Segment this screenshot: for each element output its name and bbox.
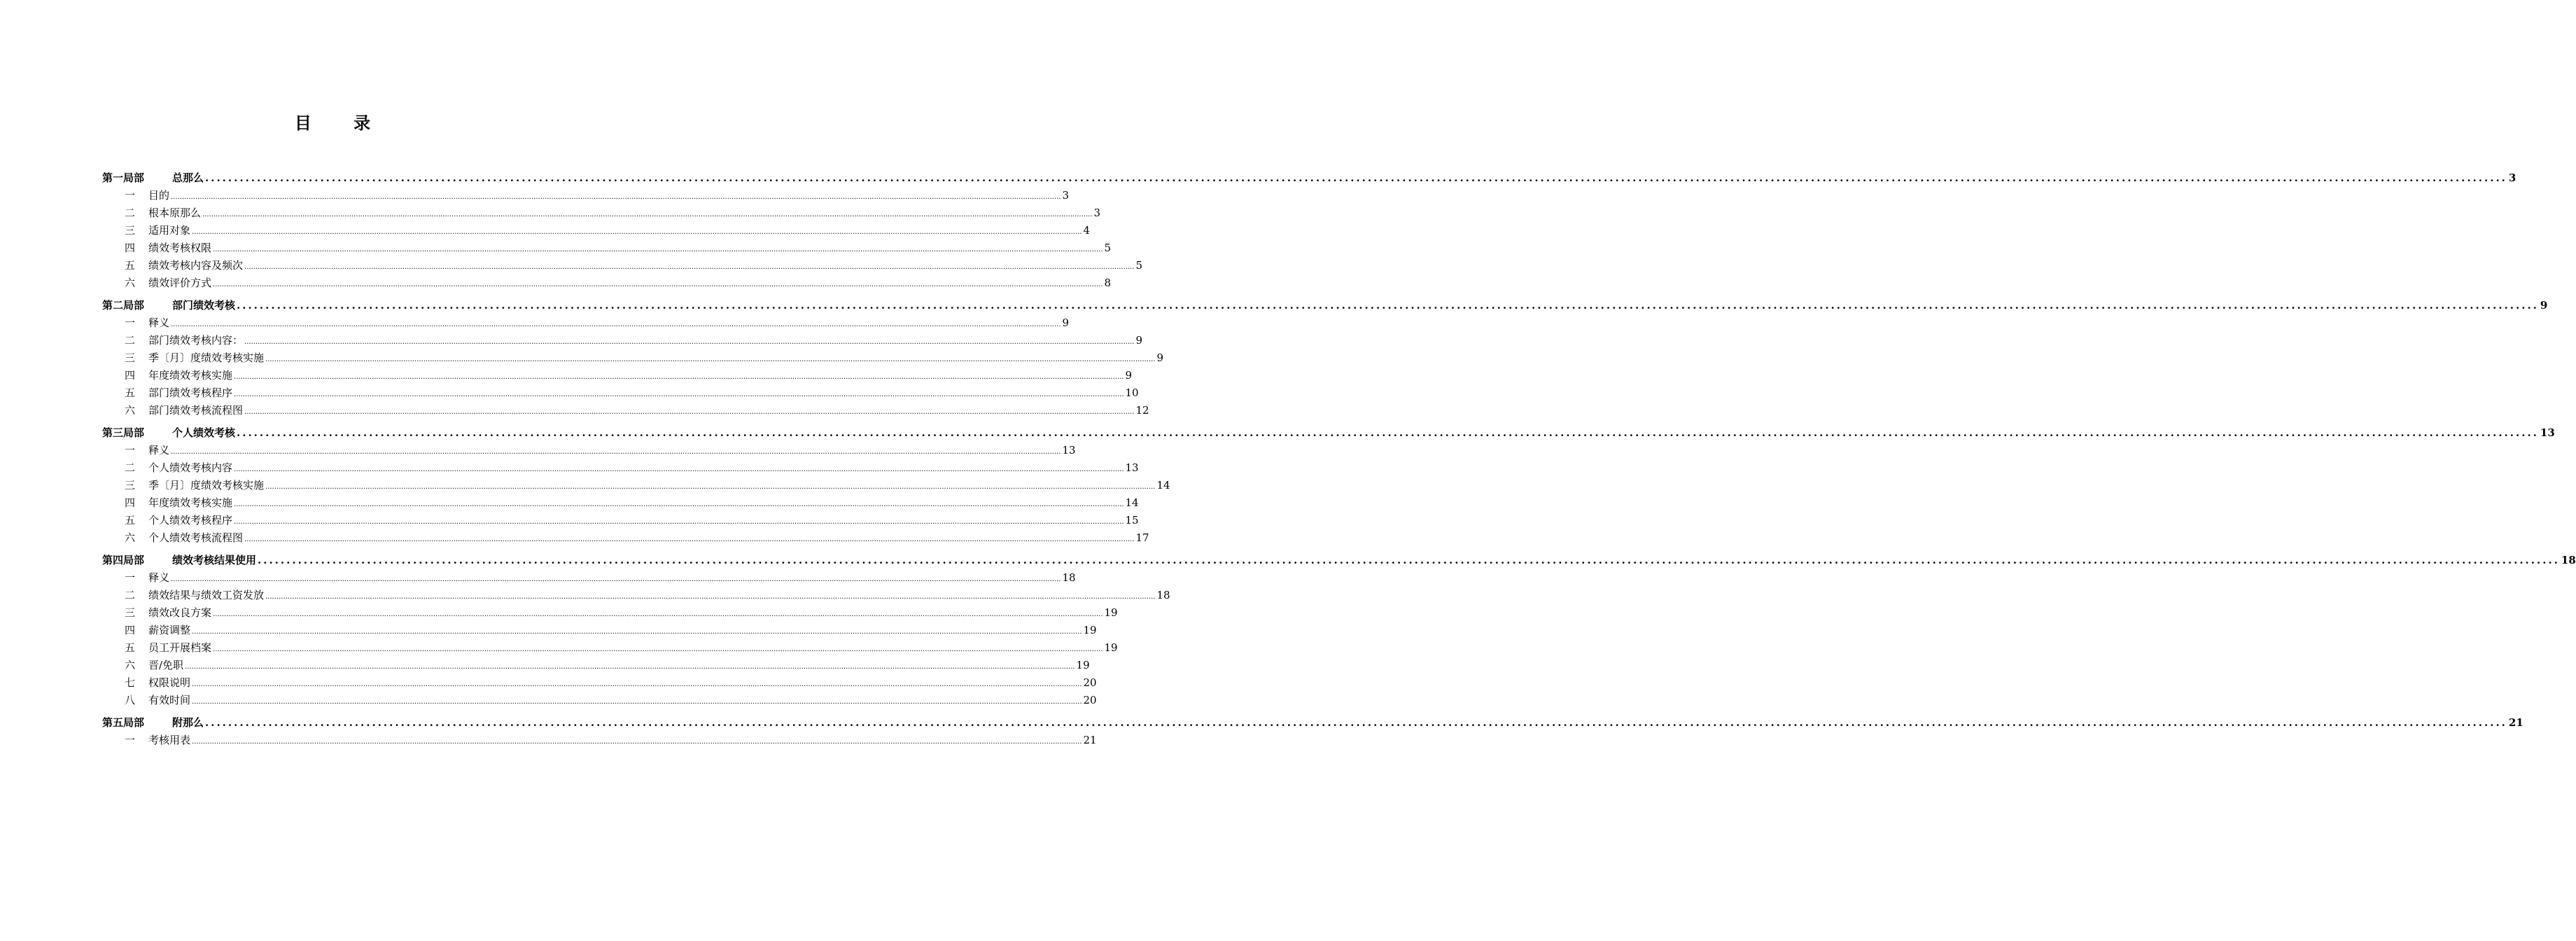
item-number: 三 <box>125 479 136 492</box>
item-title: 释义 <box>148 571 170 584</box>
page-number: 3 <box>1062 189 1070 202</box>
page-number: 20 <box>1083 676 1097 689</box>
dot-leader: ................................................................................................................................................................................................................................................................................................................................................................................................................ <box>171 576 1061 583</box>
item-title: 晋/免职 <box>148 659 184 671</box>
item-title: 年度绩效考核实施 <box>148 496 233 509</box>
item-number: 二 <box>125 589 136 601</box>
dot-leader: ................................................................................................................................................................................................................................................................................................................................................................................................................ <box>234 501 1124 508</box>
item-title: 绩效改良方案 <box>148 606 212 619</box>
item-number: 一 <box>125 444 136 456</box>
part-title: 部门绩效考核 <box>172 299 236 312</box>
toc-item-entry[interactable] <box>102 403 1149 420</box>
dot-leader: ................................................................................................................................................................................................................................................................................................................................................................................................................ <box>237 299 2539 312</box>
dot-leader: ................................................................................................................................................................................................................................................................................................................................................................................................................ <box>192 628 1082 636</box>
page-number: 13 <box>2540 426 2555 439</box>
page-number: 3 <box>1093 207 1101 219</box>
dot-leader: ................................................................................................................................................................................................................................................................................................................................................................................................................ <box>265 356 1156 363</box>
item-number: 四 <box>125 624 136 636</box>
toc-item-entry[interactable] <box>102 385 1139 403</box>
toc-part-entry[interactable] <box>102 425 2555 442</box>
dot-leader: ................................................................................................................................................................................................................................................................................................................................................................................................................ <box>202 211 1093 218</box>
item-number: 五 <box>125 259 136 272</box>
item-title: 部门绩效考核内容： <box>148 334 244 347</box>
item-number: 五 <box>125 514 136 527</box>
toc-item-entry[interactable] <box>102 460 1139 478</box>
toc-item-entry[interactable] <box>102 442 1076 460</box>
dot-leader: ................................................................................................................................................................................................................................................................................................................................................................................................................ <box>244 338 1135 346</box>
item-title: 适用对象 <box>148 224 191 237</box>
toc-item-entry[interactable] <box>102 275 1112 293</box>
page-number: 9 <box>2540 299 2548 312</box>
item-title: 绩效评价方式 <box>148 277 212 289</box>
page-number: 15 <box>1125 514 1139 527</box>
item-number: 二 <box>125 207 136 219</box>
toc-item-entry[interactable] <box>102 675 1097 692</box>
item-number: 三 <box>125 224 136 237</box>
dot-leader: ................................................................................................................................................................................................................................................................................................................................................................................................................ <box>213 646 1103 653</box>
dot-leader: ................................................................................................................................................................................................................................................................................................................................................................................................................ <box>171 448 1061 456</box>
item-number: 一 <box>125 316 136 329</box>
page-number: 19 <box>1104 606 1118 619</box>
item-title: 考核用表 <box>148 734 191 746</box>
item-title: 权限说明 <box>148 676 191 689</box>
part-number: 第二局部 <box>102 299 145 312</box>
dot-leader: ................................................................................................................................................................................................................................................................................................................................................................................................................ <box>244 408 1135 416</box>
page-number: 3 <box>2508 172 2516 184</box>
item-number: 八 <box>125 694 136 706</box>
part-title: 个人绩效考核 <box>172 426 236 439</box>
part-number: 第五局部 <box>102 716 145 729</box>
page-number: 13 <box>1125 461 1139 474</box>
item-number: 五 <box>125 641 136 654</box>
page-number: 12 <box>1135 404 1149 417</box>
toc-item-entry[interactable] <box>102 223 1091 240</box>
item-title: 绩效结果与绩效工资发放 <box>148 589 265 601</box>
page-number: 18 <box>1062 571 1076 584</box>
dot-leader: ................................................................................................................................................................................................................................................................................................................................................................................................................ <box>234 391 1124 398</box>
toc-item-entry[interactable] <box>102 622 1097 640</box>
dot-leader: ................................................................................................................................................................................................................................................................................................................................................................................................................ <box>171 193 1061 201</box>
dot-leader: ................................................................................................................................................................................................................................................................................................................................................................................................................ <box>205 716 2507 729</box>
item-title: 个人绩效考核程序 <box>148 514 233 527</box>
dot-leader: ................................................................................................................................................................................................................................................................................................................................................................................................................ <box>265 483 1156 491</box>
toc-item-entry[interactable] <box>102 258 1143 275</box>
page-title: 目 录 <box>294 113 389 133</box>
item-number: 一 <box>125 571 136 584</box>
page-number: 21 <box>2508 716 2524 729</box>
item-number: 四 <box>125 369 136 382</box>
table-of-contents <box>102 170 2576 750</box>
toc-item-entry[interactable] <box>102 732 1097 750</box>
dot-leader: ................................................................................................................................................................................................................................................................................................................................................................................................................ <box>244 536 1135 543</box>
item-title: 薪资调整 <box>148 624 191 636</box>
page-number: 19 <box>1076 659 1090 671</box>
page-number: 19 <box>1104 641 1118 654</box>
item-number: 五 <box>125 386 136 399</box>
part-number: 第三局部 <box>102 426 145 439</box>
item-number: 三 <box>125 351 136 364</box>
page-number: 9 <box>1156 351 1164 364</box>
item-title: 季〔月〕度绩效考核实施 <box>148 479 265 492</box>
dot-leader: ................................................................................................................................................................................................................................................................................................................................................................................................................ <box>192 738 1082 746</box>
page-number: 20 <box>1083 694 1097 706</box>
page-number: 4 <box>1083 224 1091 237</box>
part-number: 第四局部 <box>102 554 145 566</box>
toc-part-entry[interactable] <box>102 298 2548 315</box>
toc-item-entry[interactable] <box>102 333 1143 350</box>
item-number: 二 <box>125 461 136 474</box>
item-number: 六 <box>125 404 136 417</box>
item-number: 二 <box>125 334 136 347</box>
toc-item-entry[interactable] <box>102 530 1149 548</box>
item-title: 季〔月〕度绩效考核实施 <box>148 351 265 364</box>
toc-item-entry[interactable] <box>102 587 1170 605</box>
dot-leader: ................................................................................................................................................................................................................................................................................................................................................................................................................ <box>192 698 1082 706</box>
item-title: 有效时间 <box>148 694 191 706</box>
toc-item-entry[interactable] <box>102 640 1118 657</box>
item-title: 部门绩效考核流程图 <box>148 404 244 417</box>
dot-leader: ................................................................................................................................................................................................................................................................................................................................................................................................................ <box>258 554 2560 566</box>
page-number: 17 <box>1135 531 1149 544</box>
page-number: 18 <box>2561 554 2576 566</box>
dot-leader: ................................................................................................................................................................................................................................................................................................................................................................................................................ <box>265 593 1156 601</box>
toc-item-entry[interactable] <box>102 657 1090 675</box>
item-title: 绩效考核内容及频次 <box>148 259 244 272</box>
item-title: 个人绩效考核内容 <box>148 461 233 474</box>
toc-item-entry[interactable] <box>102 692 1097 710</box>
item-title: 根本原那么 <box>148 207 202 219</box>
dot-leader: ................................................................................................................................................................................................................................................................................................................................................................................................................ <box>171 321 1061 328</box>
part-title: 附那么 <box>172 716 204 729</box>
toc-item-entry[interactable] <box>102 513 1139 530</box>
page-number: 14 <box>1156 479 1170 492</box>
part-title: 总那么 <box>172 172 204 184</box>
toc-item-entry[interactable] <box>102 350 1164 368</box>
item-number: 四 <box>125 242 136 254</box>
dot-leader: ................................................................................................................................................................................................................................................................................................................................................................................................................ <box>244 263 1135 271</box>
item-number: 四 <box>125 496 136 509</box>
toc-item-entry[interactable] <box>102 240 1112 258</box>
item-title: 个人绩效考核流程图 <box>148 531 244 544</box>
item-title: 释义 <box>148 444 170 456</box>
dot-leader: ................................................................................................................................................................................................................................................................................................................................................................................................................ <box>192 681 1082 688</box>
dot-leader: ................................................................................................................................................................................................................................................................................................................................................................................................................ <box>185 663 1075 671</box>
toc-item-entry[interactable] <box>102 478 1170 495</box>
item-number: 一 <box>125 189 136 202</box>
part-number: 第一局部 <box>102 172 145 184</box>
dot-leader: ................................................................................................................................................................................................................................................................................................................................................................................................................ <box>205 172 2507 184</box>
page-number: 14 <box>1125 496 1139 509</box>
part-title: 绩效考核结果使用 <box>172 554 257 566</box>
dot-leader: ................................................................................................................................................................................................................................................................................................................................................................................................................ <box>234 518 1124 526</box>
toc-item-entry[interactable] <box>102 315 1070 333</box>
toc-part-entry[interactable] <box>102 715 2524 732</box>
item-number: 一 <box>125 734 136 746</box>
dot-leader: ................................................................................................................................................................................................................................................................................................................................................................................................................ <box>213 281 1103 288</box>
item-title: 年度绩效考核实施 <box>148 369 233 382</box>
page-number: 19 <box>1083 624 1097 636</box>
dot-leader: ................................................................................................................................................................................................................................................................................................................................................................................................................ <box>213 246 1103 253</box>
toc-item-entry[interactable] <box>102 605 1118 622</box>
item-title: 释义 <box>148 316 170 329</box>
page-number: 9 <box>1062 316 1070 329</box>
dot-leader: ................................................................................................................................................................................................................................................................................................................................................................................................................ <box>237 426 2539 439</box>
toc-item-entry[interactable] <box>102 368 1133 385</box>
toc-item-entry[interactable] <box>102 188 1070 205</box>
page-number: 21 <box>1083 734 1097 746</box>
page-number: 18 <box>1156 589 1170 601</box>
item-title: 部门绩效考核程序 <box>148 386 233 399</box>
toc-item-entry[interactable] <box>102 570 1076 587</box>
dot-leader: ................................................................................................................................................................................................................................................................................................................................................................................................................ <box>192 228 1082 236</box>
toc-item-entry[interactable] <box>102 495 1139 513</box>
dot-leader: ................................................................................................................................................................................................................................................................................................................................................................................................................ <box>234 373 1124 381</box>
page-number: 5 <box>1104 242 1112 254</box>
page-number: 13 <box>1062 444 1076 456</box>
item-title: 绩效考核权限 <box>148 242 212 254</box>
page-number: 9 <box>1125 369 1133 382</box>
page-number: 5 <box>1135 259 1143 272</box>
item-number: 六 <box>125 531 136 544</box>
item-number: 六 <box>125 277 136 289</box>
dot-leader: ................................................................................................................................................................................................................................................................................................................................................................................................................ <box>213 611 1103 618</box>
toc-item-entry[interactable] <box>102 205 1101 223</box>
toc-part-entry[interactable] <box>102 552 2576 570</box>
item-number: 七 <box>125 676 136 689</box>
page-number: 10 <box>1125 386 1139 399</box>
item-number: 三 <box>125 606 136 619</box>
page-number: 8 <box>1104 277 1112 289</box>
item-number: 六 <box>125 659 136 671</box>
dot-leader: ................................................................................................................................................................................................................................................................................................................................................................................................................ <box>234 466 1124 473</box>
page-number: 9 <box>1135 334 1143 347</box>
item-title: 目的 <box>148 189 170 202</box>
item-title: 员工开展档案 <box>148 641 212 654</box>
toc-part-entry[interactable] <box>102 170 2516 188</box>
